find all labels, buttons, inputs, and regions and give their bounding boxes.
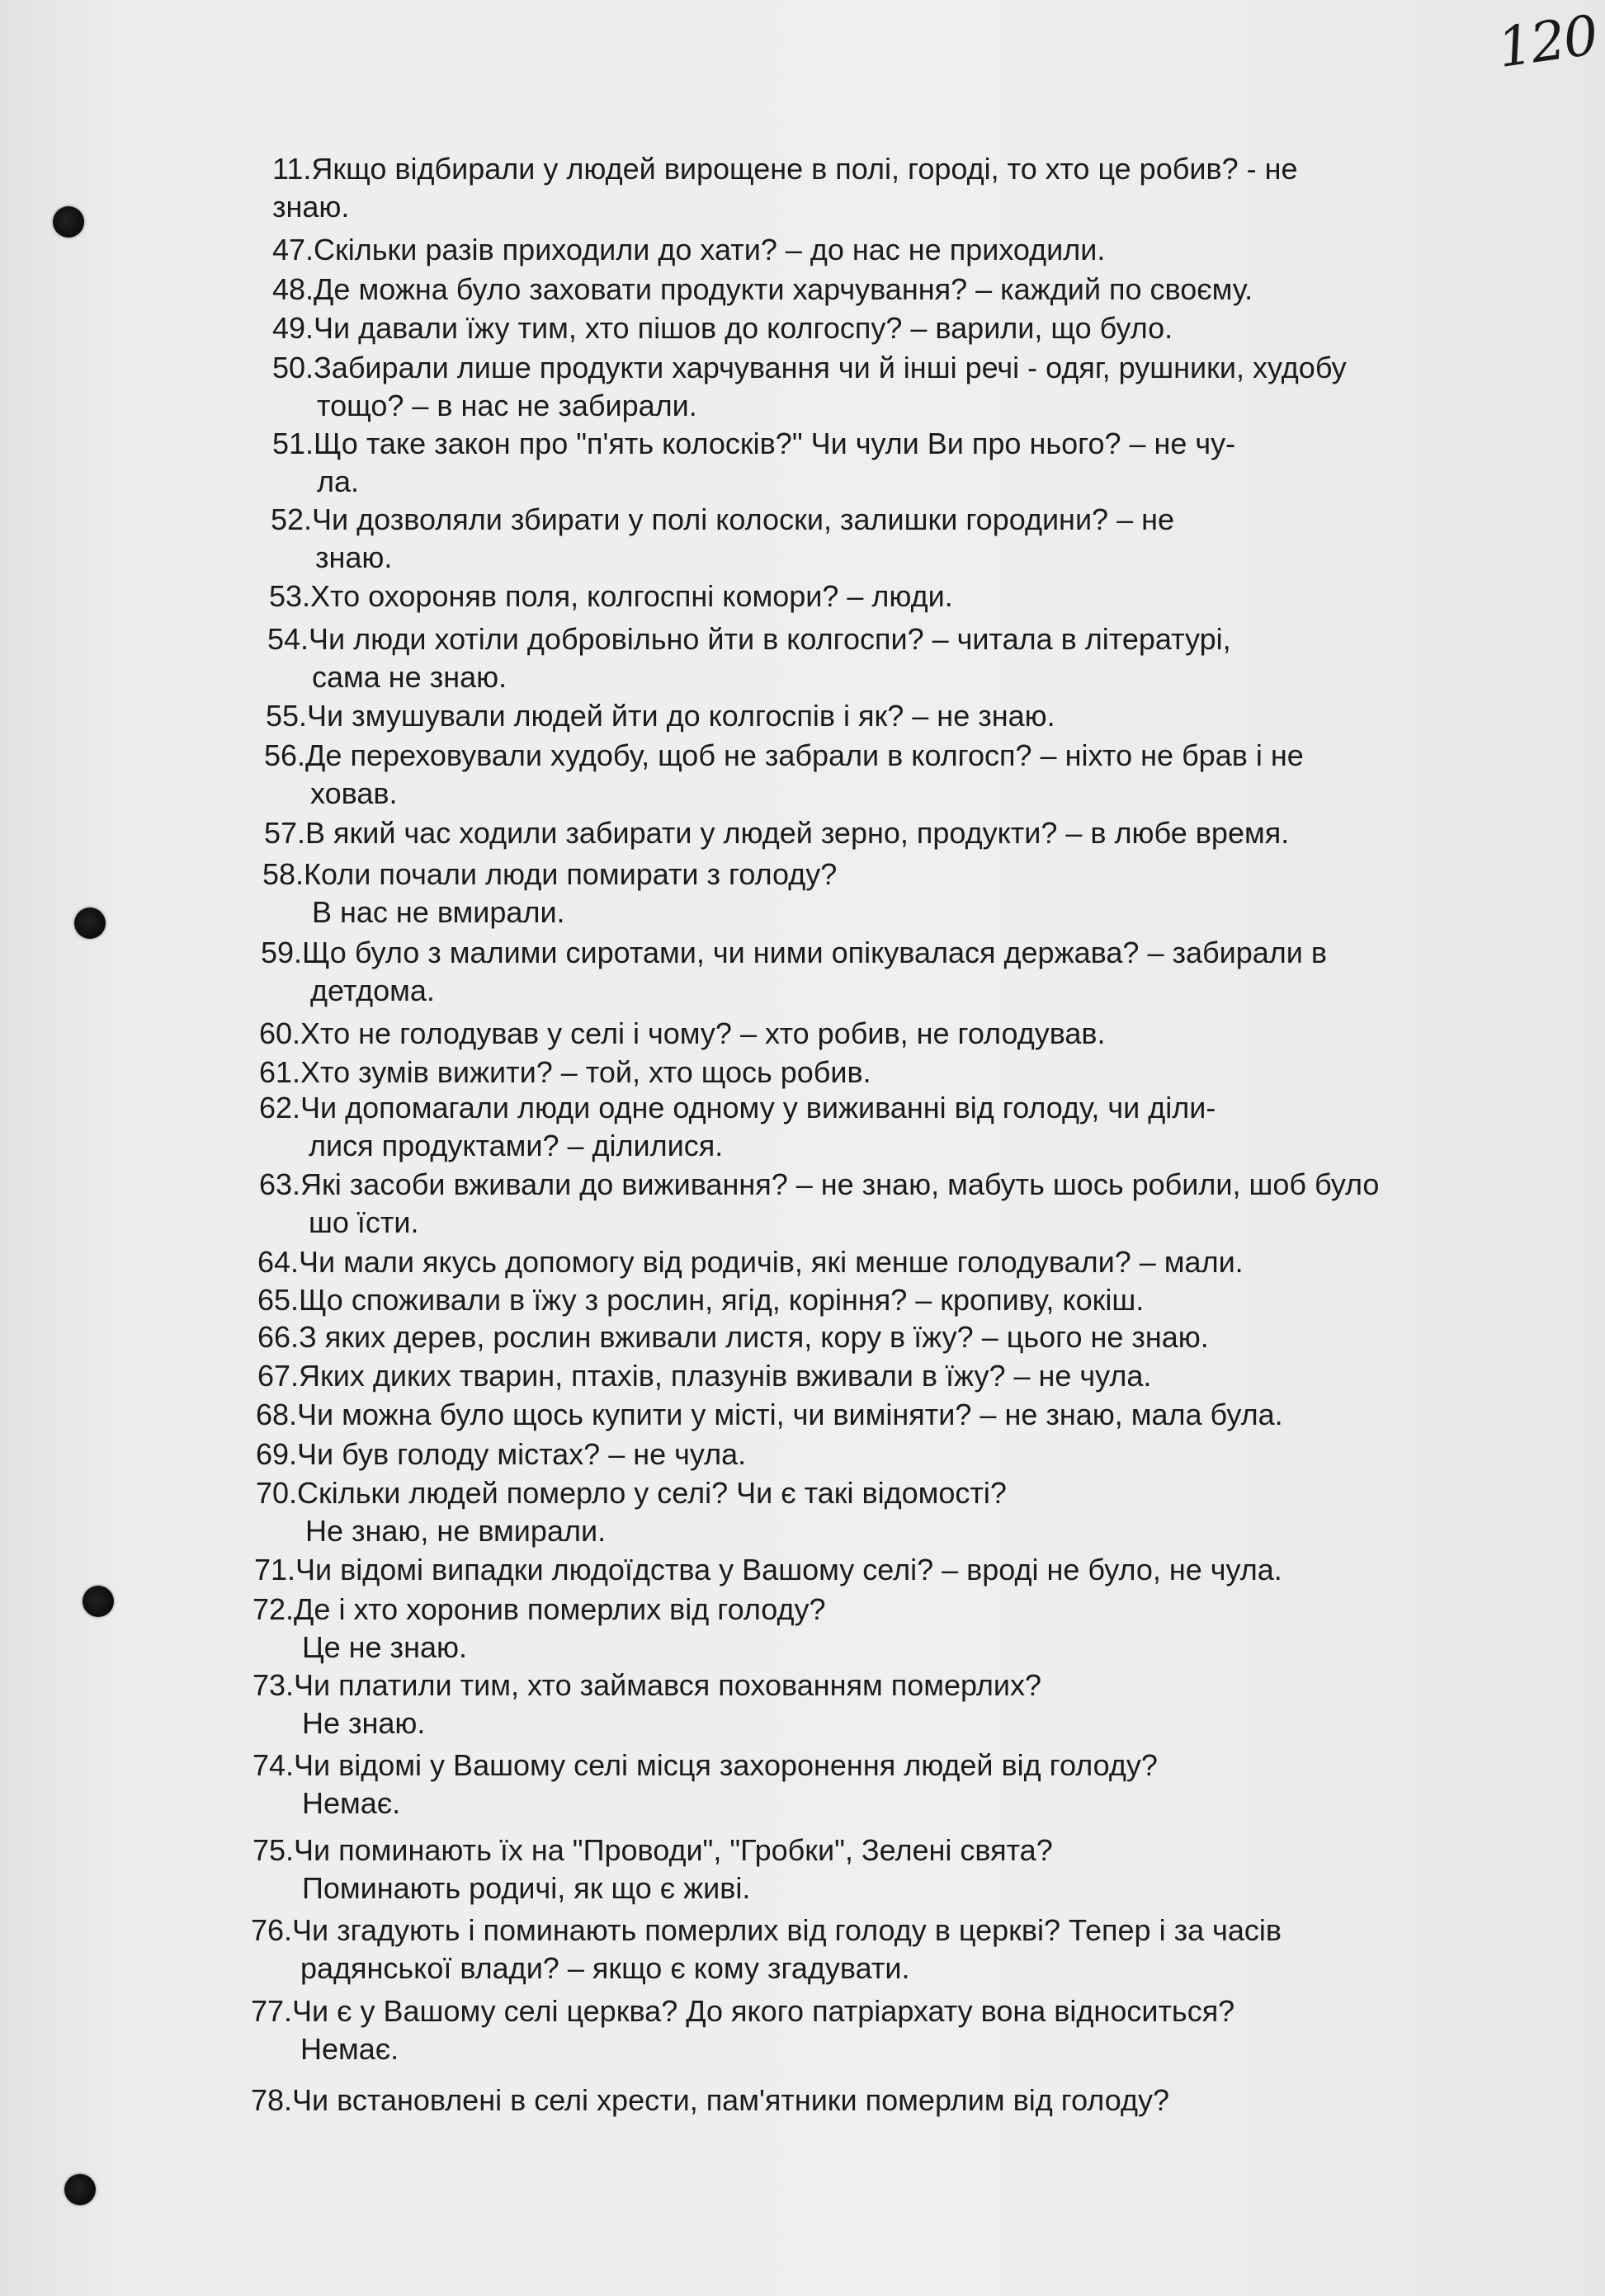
question-item [264, 737, 1304, 813]
question-item [262, 856, 837, 931]
question-item [254, 1551, 1282, 1589]
question-text: Чи мали якусь допомогу від родичів, які менше голодували? – мали. [299, 1245, 1244, 1279]
question-item [259, 1089, 1216, 1165]
question-item [257, 1281, 1144, 1319]
question-text: Скільки разів приходили до хати? – до нас не приходили. [314, 233, 1106, 266]
question-number: 73. [253, 1668, 295, 1702]
question-text: Чи давали їжу тим, хто пішов до колгоспу? – варили, що було. [314, 311, 1173, 345]
question-text: Чи люди хотіли добровільно йти в колгоспи? – читала в літературі, [309, 622, 1231, 656]
question-number: 56. [264, 738, 306, 772]
question-number: 72. [253, 1592, 295, 1626]
question-item [272, 231, 1105, 269]
question-number: 53. [269, 579, 311, 613]
question-text: Що було з малими сиротами, чи ними опікувалася держава? – забирали в [302, 936, 1328, 969]
question-number: 71. [254, 1553, 296, 1586]
question-text: Чи можна було щось купити у місті, чи виміняти? – не знаю, мала була. [297, 1398, 1283, 1431]
answer-text: тощо? – в нас не забирали. [317, 389, 697, 422]
question-text: Чи поминають їх на "Проводи", "Гробки", Зелені свята? [294, 1833, 1053, 1867]
question-text: В який час ходили забирати у людей зерно, продукти? – в любе время. [305, 816, 1290, 850]
question-item [272, 309, 1173, 347]
question-item [261, 934, 1327, 1010]
question-text: Чи платили тим, хто займався похованням померлих? [294, 1668, 1041, 1702]
question-text: Забирали лише продукти харчування чи й інші речі - одяг, рушники, худобу [314, 351, 1347, 384]
question-item [253, 1667, 1041, 1742]
question-item [272, 271, 1253, 309]
question-number: 55. [266, 699, 308, 733]
question-number: 60. [259, 1016, 301, 1050]
question-item [267, 620, 1231, 696]
question-number: 69. [256, 1437, 298, 1471]
answer-text: Не знаю, не вмирали. [305, 1514, 607, 1548]
question-number: 52. [271, 502, 313, 536]
question-item [272, 349, 1347, 425]
question-number: 67. [257, 1359, 300, 1393]
question-text: Скільки людей померло у селі? Чи є такі відомості? [297, 1476, 1007, 1510]
question-text: Хто охороняв поля, колгоспні комори? – люди. [310, 579, 953, 613]
answer-text: знаю. [272, 190, 350, 224]
question-text: Чи дозволяли збирати у полі колоски, залишки городини? – не [312, 502, 1174, 536]
question-number: 68. [256, 1398, 298, 1431]
question-item [269, 578, 953, 615]
question-text: Якщо відбирали у людей вирощене в полі, городі, то хто це робив? - не [311, 152, 1298, 186]
question-number: 59. [261, 936, 303, 969]
question-text: Що споживали в їжу з рослин, ягід, коріння? – кропиву, кокіш. [299, 1283, 1145, 1317]
answer-text: ховав. [310, 776, 398, 810]
question-text: Чи відомі випадки людоїдства у Вашому селі? – вроді не було, не чула. [295, 1553, 1282, 1586]
question-number: 65. [257, 1283, 300, 1317]
question-item [266, 697, 1055, 735]
question-item [253, 1591, 826, 1667]
question-text: Хто зумів вижити? – той, хто щось робив. [300, 1055, 871, 1089]
question-number: 76. [251, 1913, 293, 1947]
answer-text: радянської влади? – якщо є кому згадувати. [300, 1951, 910, 1985]
question-text: Де переховували худобу, щоб не забрали в колгосп? – ніхто не брав і не [305, 738, 1304, 772]
question-item [251, 1912, 1282, 1987]
question-item [256, 1474, 1007, 1550]
question-item [264, 814, 1289, 852]
question-item [259, 1166, 1379, 1242]
question-number: 58. [262, 857, 304, 891]
question-text: Де і хто хоронив померлих від голоду? [294, 1592, 826, 1626]
answer-text: знаю. [315, 540, 393, 574]
question-item [257, 1318, 1209, 1356]
question-text: Чи був голоду містах? – не чула. [297, 1437, 747, 1471]
question-text: Хто не голодував у селі і чому? – хто робив, не голодував. [300, 1016, 1106, 1050]
question-text: Що таке закон про "п'ять колосків?" Чи чули Ви про нього? – не чу- [314, 427, 1236, 460]
answer-text: Поминають родичі, як що є живі. [302, 1871, 751, 1905]
question-text: Де можна було заховати продукти харчування? – каждий по своєму. [314, 272, 1253, 306]
handwritten-page-number: 120 [1494, 3, 1601, 80]
question-number: 77. [251, 1994, 293, 2028]
answer-text: ла. [317, 464, 360, 498]
answer-text: сама не знаю. [312, 660, 507, 694]
question-item [253, 1747, 1158, 1822]
question-text: Які засоби вживали до виживання? – не знаю, мабуть шось робили, шоб було [300, 1167, 1380, 1201]
answer-text: Не знаю. [302, 1706, 426, 1740]
question-item [257, 1243, 1244, 1281]
question-number: 49. [272, 311, 314, 345]
question-number: 48. [272, 272, 314, 306]
question-text: Чи змушували людей йти до колгоспів і як? – не знаю. [307, 699, 1055, 733]
question-number: 50. [272, 351, 314, 384]
question-text: Чи відомі у Вашому селі місця захоронення людей від голоду? [294, 1748, 1158, 1782]
answer-text: детдома. [310, 974, 435, 1007]
answer-text: В нас не вмирали. [312, 895, 565, 929]
question-number: 66. [257, 1320, 300, 1354]
question-number: 78. [251, 2083, 293, 2117]
answer-text: Немає. [302, 1786, 401, 1820]
question-item [251, 2081, 1169, 2119]
question-item [272, 425, 1235, 501]
question-number: 70. [256, 1476, 298, 1510]
question-text: Чи допомагали люди одне одному у виживанні від голоду, чи діли- [300, 1091, 1216, 1124]
question-text: Яких диких тварин, птахів, плазунів вживали в їжу? – не чула. [299, 1359, 1152, 1393]
question-number: 57. [264, 816, 306, 850]
question-item [251, 1992, 1234, 2068]
question-text: Чи згадують і поминають померлих від голоду в церкві? Тепер і за часів [292, 1913, 1282, 1947]
question-number: 47. [272, 233, 314, 266]
answer-text: Це не знаю. [302, 1630, 467, 1664]
answer-text: Немає. [300, 2032, 399, 2066]
question-item [259, 1054, 871, 1091]
question-item [253, 1832, 1053, 1907]
question-number: 75. [253, 1833, 295, 1867]
question-number: 51. [272, 427, 314, 460]
question-number: 11. [272, 152, 312, 186]
question-item [271, 501, 1174, 577]
question-number: 62. [259, 1091, 301, 1124]
answer-text: шо їсти. [309, 1205, 419, 1239]
question-item [257, 1357, 1151, 1395]
answer-text: лися продуктами? – ділилися. [309, 1129, 724, 1162]
question-text: Чи є у Вашому селі церква? До якого патріархату вона відноситься? [292, 1994, 1235, 2028]
question-item [256, 1436, 746, 1473]
question-number: 54. [267, 622, 309, 656]
question-item [259, 1015, 1106, 1053]
question-text: З яких дерев, рослин вживали листя, кору в їжу? – цього не знаю. [299, 1320, 1209, 1354]
question-text: Коли почали люди помирати з голоду? [304, 857, 838, 891]
question-text: Чи встановлені в селі хрести, пам'ятники померлим від голоду? [292, 2083, 1169, 2117]
question-item [272, 150, 1298, 226]
question-number: 63. [259, 1167, 301, 1201]
question-number: 61. [259, 1055, 301, 1089]
question-number: 64. [257, 1245, 300, 1279]
question-number: 74. [253, 1748, 295, 1782]
question-item [256, 1396, 1283, 1434]
